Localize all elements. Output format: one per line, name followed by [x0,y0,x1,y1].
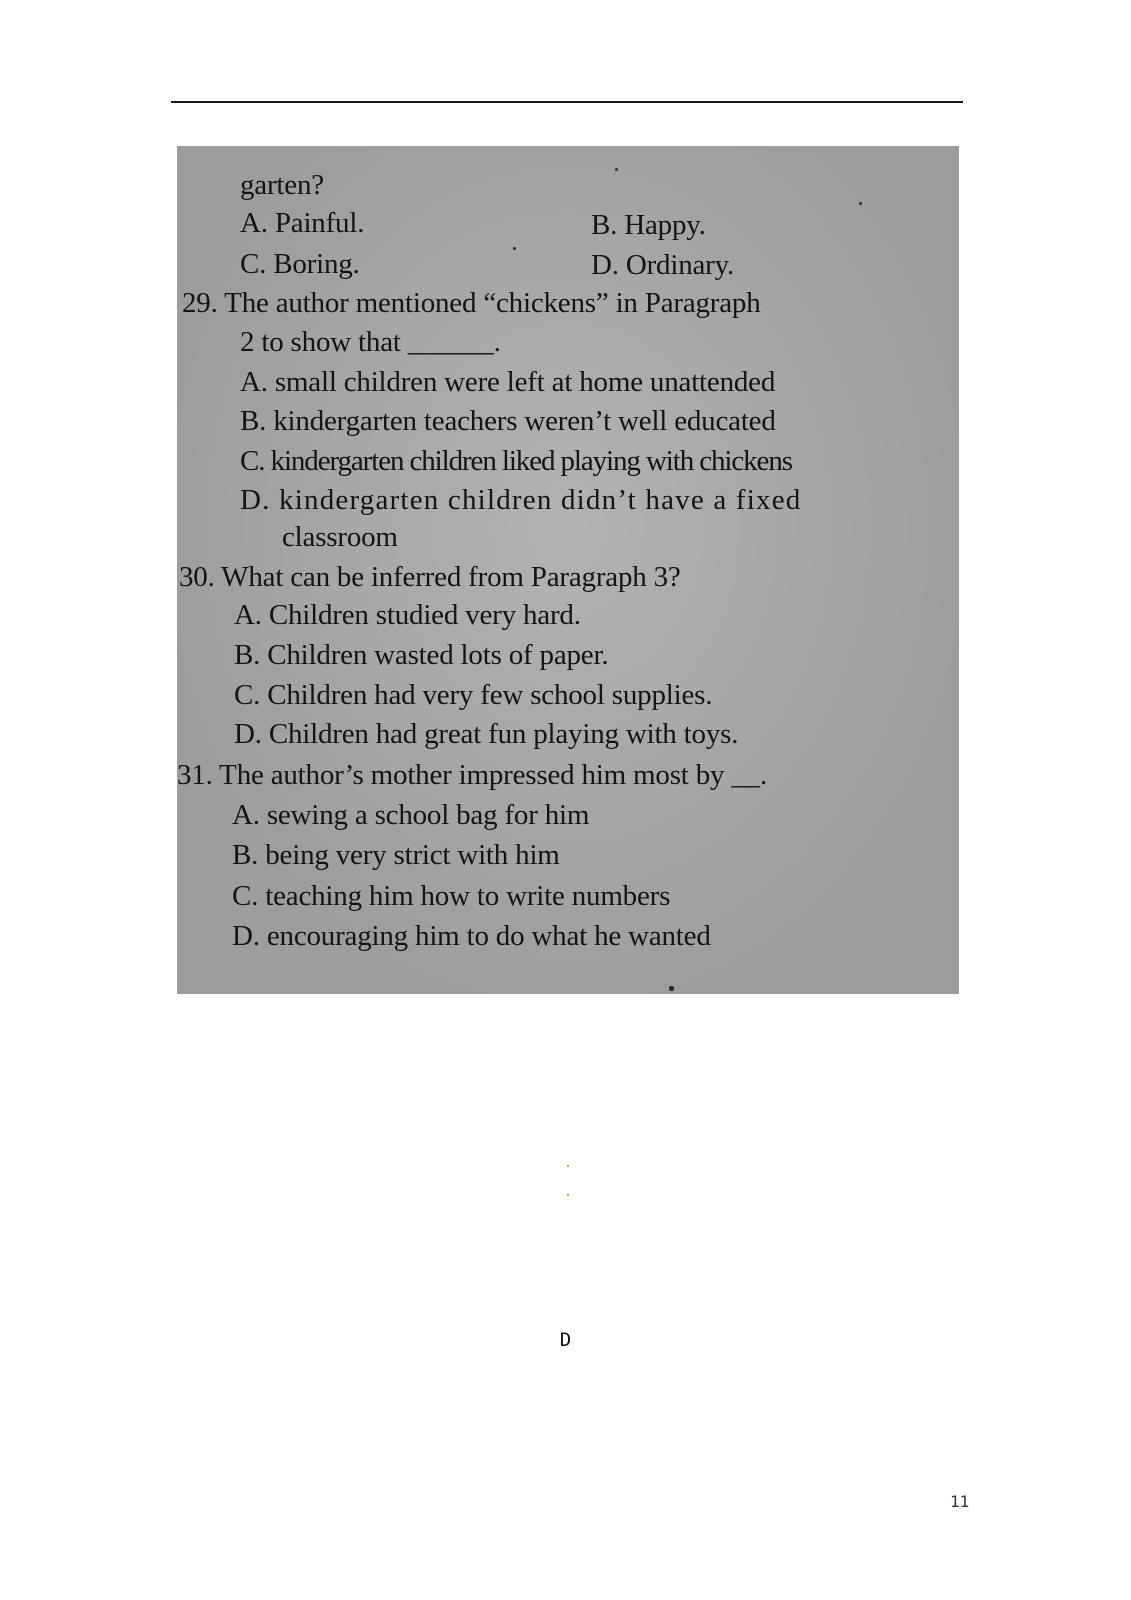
speck [669,986,674,991]
q30-option-a: A. Children studied very hard. [234,599,581,631]
q29-option-c: C. kindergarten children liked playing with chickens [240,445,792,477]
q28-option-b: B. Happy. [591,209,706,241]
q31-stem: 31. The author’s mother impressed him most by __. [177,759,768,791]
q30-option-b: B. Children wasted lots of paper. [234,639,609,671]
show-through-text: 69. [198,171,227,198]
q29-option-d: D. kindergarten children didn’t have a fixed [240,484,802,516]
q28-option-c: C. Boring. [240,248,360,280]
q28-option-a: A. Painful. [240,207,365,239]
page-number: 11 [950,1492,970,1511]
q30-stem: 30. What can be inferred from Paragraph 3? [179,561,681,593]
show-through-text: . . . . [737,154,776,179]
q29-option-a: A. small children were left at home unattended [240,366,776,398]
q29-option-b: B. kindergarten teachers weren’t well educated [240,405,776,437]
q29-stem-line1: 29. The author mentioned “chickens” in Paragraph [182,287,761,319]
q31-option-c: C. teaching him how to write numbers [232,880,671,912]
q28-option-d: D. Ordinary. [591,249,735,281]
question-photo [177,146,959,994]
speck [513,247,516,250]
q31-option-a: A. sewing a school bag for him [232,799,590,831]
q30-option-d: D. Children had great fun playing with toys. [234,718,739,750]
speck [615,168,618,171]
show-through-text: not [191,598,220,623]
header-rule [171,101,963,103]
q28-stem-tail: garten? [240,169,324,201]
speck [859,202,862,205]
speck [567,1165,569,1167]
answer-label: D [559,1329,572,1351]
q31-option-d: D. encouraging him to do what he wanted [232,920,711,952]
q29-option-d-wrap: classroom [282,521,398,553]
show-through-text: 41 [207,938,229,963]
speck [567,1194,569,1196]
q29-stem-line2: 2 to show that ______. [240,326,501,358]
q30-option-c: C. Children had very few school supplies. [234,679,713,711]
q31-option-b: B. being very strict with him [232,839,560,871]
